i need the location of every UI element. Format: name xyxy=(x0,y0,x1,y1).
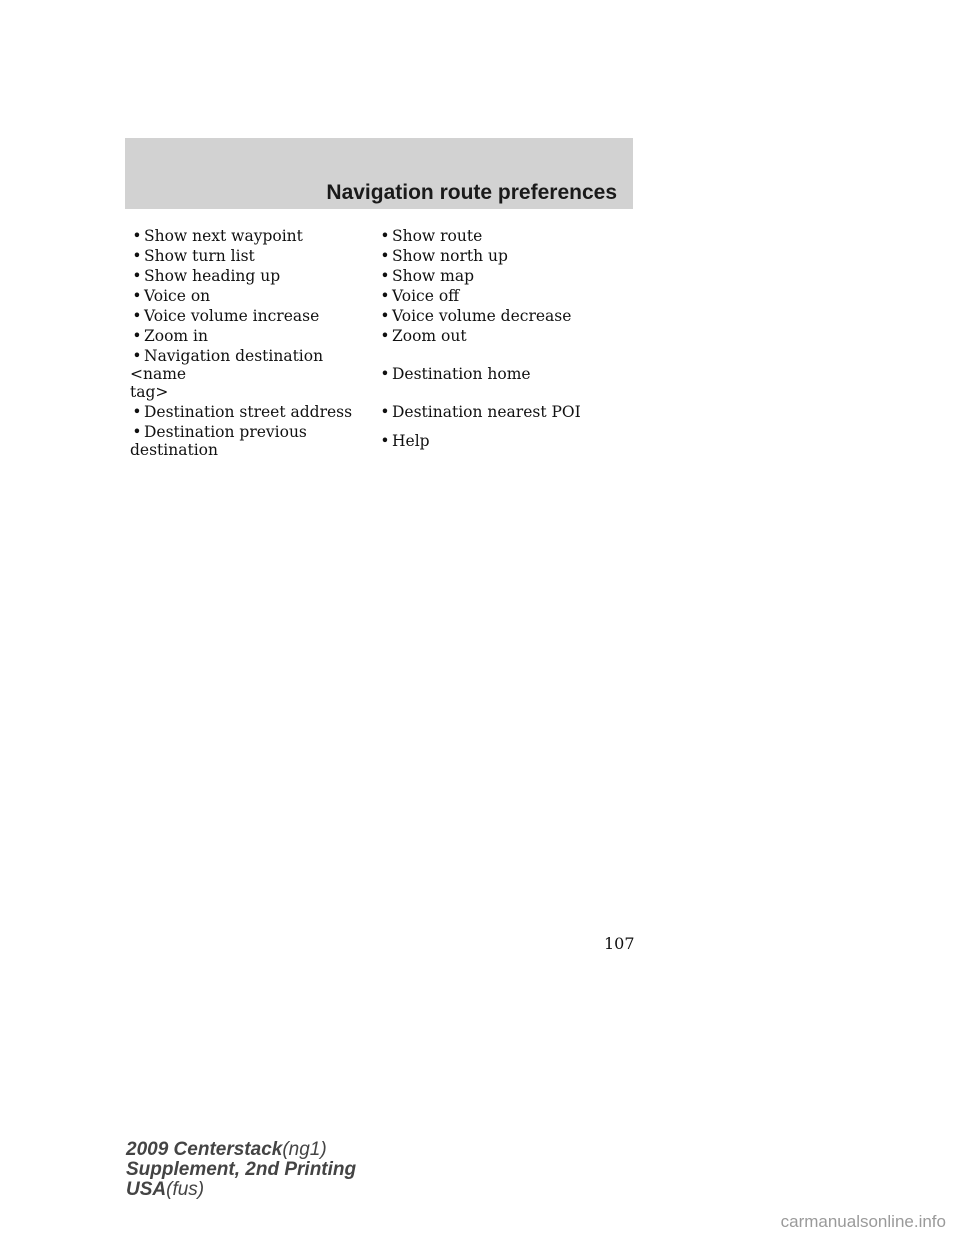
footer-model-code: (ng1) xyxy=(282,1139,327,1160)
bullet: • xyxy=(132,287,142,305)
footer-model: 2009 Centerstack xyxy=(126,1139,283,1160)
item-text: Show next waypoint xyxy=(144,227,303,245)
bullet: • xyxy=(132,227,142,245)
item-text: Help xyxy=(392,432,430,450)
list-item xyxy=(130,422,378,460)
list-item xyxy=(130,306,378,326)
bullet: • xyxy=(380,403,390,421)
list-row xyxy=(130,226,630,246)
item-text: Zoom in xyxy=(144,327,208,345)
list-item xyxy=(378,306,630,326)
bullet: • xyxy=(380,267,390,285)
item-text: Voice off xyxy=(392,287,460,305)
page-number: 107 xyxy=(604,934,635,953)
item-text: Destination home xyxy=(392,365,531,383)
item-text: Voice on xyxy=(144,287,211,305)
list-row xyxy=(130,266,630,286)
bullet: • xyxy=(380,327,390,345)
item-text: Destination previous destination xyxy=(130,423,307,459)
command-list xyxy=(130,226,630,460)
item-text: Voice volume increase xyxy=(144,307,320,325)
item-text: Show turn list xyxy=(144,247,255,265)
list-row xyxy=(130,422,630,460)
list-item xyxy=(378,422,630,460)
list-item xyxy=(378,286,630,306)
bullet: • xyxy=(132,247,142,265)
bullet: • xyxy=(132,307,142,325)
list-item xyxy=(378,402,630,422)
list-item xyxy=(378,346,630,402)
item-text: Voice volume decrease xyxy=(392,307,572,325)
item-text: Destination street address xyxy=(144,403,353,421)
header-band xyxy=(125,138,633,209)
watermark: carmanualsonline.info xyxy=(780,1212,946,1231)
item-text: Destination nearest POI xyxy=(392,403,581,421)
list-row xyxy=(130,306,630,326)
item-text: Show heading up xyxy=(144,267,281,285)
item-text: Show map xyxy=(392,267,474,285)
bullet: • xyxy=(132,267,142,285)
list-item xyxy=(378,326,630,346)
bullet: • xyxy=(380,227,390,245)
bullet: • xyxy=(132,327,142,345)
bullet: • xyxy=(380,432,390,450)
page-title: Navigation route preferences xyxy=(326,181,617,204)
bullet: • xyxy=(380,287,390,305)
list-item xyxy=(130,266,378,286)
list-item xyxy=(378,266,630,286)
item-text: Zoom out xyxy=(392,327,467,345)
list-item xyxy=(378,246,630,266)
bullet: • xyxy=(132,403,142,421)
list-row xyxy=(130,402,630,422)
item-text: Navigation destination <name xyxy=(130,347,324,383)
list-item xyxy=(130,402,378,422)
list-row xyxy=(130,346,630,402)
footer-market: USA xyxy=(126,1179,167,1200)
footer-market-code: (fus) xyxy=(166,1179,205,1200)
bullet: • xyxy=(132,347,142,365)
list-item xyxy=(130,326,378,346)
bullet: • xyxy=(132,423,142,441)
footer-edition: Supplement, 2nd Printing xyxy=(126,1159,357,1180)
list-row xyxy=(130,286,630,306)
bullet: • xyxy=(380,247,390,265)
list-item xyxy=(130,346,378,402)
bullet: • xyxy=(380,365,390,383)
item-text: Show north up xyxy=(392,247,508,265)
list-row xyxy=(130,246,630,266)
bullet: • xyxy=(380,307,390,325)
list-row xyxy=(130,326,630,346)
list-item xyxy=(130,286,378,306)
list-item xyxy=(378,226,630,246)
item-text: Show route xyxy=(392,227,483,245)
item-text-continued: tag> xyxy=(130,383,169,401)
list-item xyxy=(130,246,378,266)
list-item xyxy=(130,226,378,246)
footer-imprint xyxy=(126,1140,356,1200)
